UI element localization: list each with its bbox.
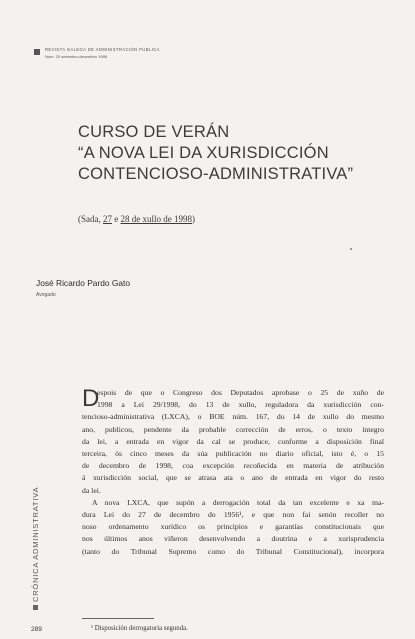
author-block <box>36 278 130 298</box>
article-body <box>82 387 384 558</box>
journal-title: REVISTA GALEGA DE ADMINISTRACIÓN PÚBLICA <box>45 47 160 52</box>
body-line: (tanto do Tribunal Supremo como do Tribunal Constitucional), incorpora <box>82 546 384 556</box>
event-place-date <box>78 214 195 224</box>
section-square-icon <box>33 605 38 610</box>
body-line: de decembro de 1998, coa excepción recoñecida en materia de atribución <box>82 461 384 471</box>
body-line: A nova LXCA, que supón a derrogación total da tan excelente e xa ma- <box>92 497 384 507</box>
title-line-2: “A NOVA LEI DA XURISDICCIÓN <box>78 144 329 162</box>
place-close: ) <box>192 214 195 224</box>
drop-cap: D <box>82 385 100 412</box>
section-label <box>31 470 43 610</box>
body-line: terceira, ós cinco meses da súa publicación no diario oficial, isto é, o 15 <box>82 449 384 459</box>
title-line-3: CONTENCIOSO-ADMINISTRATIVA” <box>78 165 354 183</box>
body-line: tencioso-administrativa (LXCA), o BOE núm. 167, do 14 de xullo do mesmo <box>82 412 384 422</box>
footnote-marker: ¹ <box>91 625 94 632</box>
body-line: da lei, a entrada en vigor da cal se produce, conforme a disposición final <box>82 436 384 446</box>
body-line: 1998 a Lei 29/1998, do 13 de xullo, reguladora da xurisdicción con- <box>97 400 384 410</box>
footnote <box>91 625 188 632</box>
body-line: á xurisdicción social, que se atrasa ata o ano de entrada en vigor do resto <box>82 473 384 483</box>
section-name: CRÓNICA ADMINISTRATIVA <box>31 486 40 602</box>
body-line: ano, publicou, pendente da probable corrección de erros, o texto íntegro <box>82 424 384 434</box>
footnote-divider <box>82 618 154 619</box>
speck <box>350 248 352 250</box>
body-line: nos últimos anos viñeron desenvolvendo a doutrina e a xurisprudencia <box>82 534 384 544</box>
journal-issue: Núm. 20 setembro-decembro 1998 <box>45 54 108 59</box>
body-line: dura Lei do 27 de decembro do 1956¹, e que non fai senón recoller no <box>82 510 384 520</box>
place-date-day: 27 <box>103 214 112 224</box>
section-sidebar <box>30 470 42 610</box>
paragraph-2 <box>82 497 384 558</box>
title-line-1: CURSO DE VERÁN <box>78 123 230 141</box>
footnote-text: Disposición derrogatoria segunda. <box>94 625 188 632</box>
paragraph-1 <box>82 387 384 497</box>
article-title <box>78 122 378 185</box>
page-number: 289 <box>31 626 42 633</box>
body-line: espois de que o Congreso dos Deputados aprobase o 25 de xuño de <box>97 388 384 397</box>
place-open: (Sada, <box>78 214 103 224</box>
place-date-rest: 28 de xullo de 1998 <box>120 214 192 224</box>
author-name: José Ricardo Pardo Gato <box>36 278 131 288</box>
author-role: Avogado <box>36 292 56 298</box>
place-and: e <box>112 214 121 224</box>
body-line: noso ordenamento xurídico os principios e garantías constitucionais que <box>82 522 384 532</box>
body-line: da lei. <box>82 485 101 495</box>
header-square-icon <box>34 49 40 55</box>
